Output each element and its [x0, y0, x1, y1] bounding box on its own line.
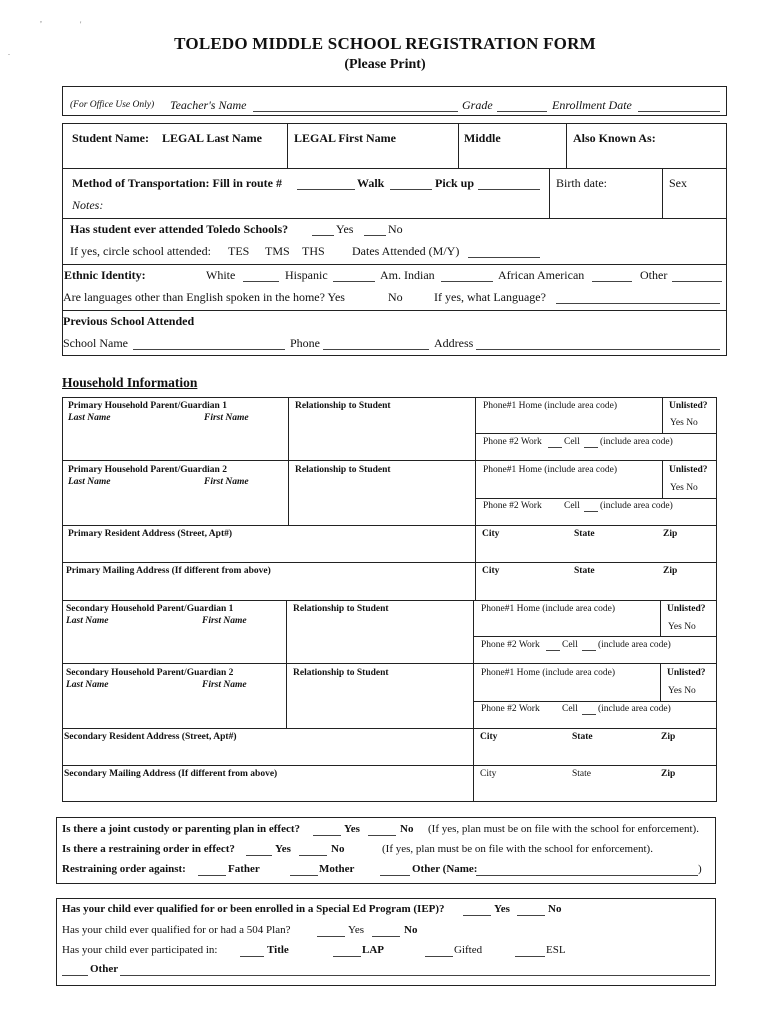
sg1-phone2-label: Phone #2 Work — [481, 640, 540, 650]
ethnic-hispanic-label: Hispanic — [285, 268, 328, 282]
pr-zip-label: Zip — [663, 529, 678, 539]
enrollment-date-input[interactable] — [640, 97, 718, 111]
iep-question: Has your child ever qualified for or been enrolled in a Special Ed Program (IEP)? — [62, 903, 445, 915]
ethnic-identity-label: Ethnic Identity: — [64, 268, 146, 282]
pr-state-label: State — [574, 529, 595, 539]
joint-note: (If yes, plan must be on file with the school for enforcement). — [428, 823, 699, 835]
form-subtitle: (Please Print) — [344, 57, 426, 72]
sg1-relationship-label: Relationship to Student — [293, 604, 389, 614]
sg2-unlisted-yes-no[interactable]: Yes No — [668, 686, 696, 696]
sg1-phone1-input[interactable] — [481, 619, 653, 633]
pg1-phone1-input[interactable] — [483, 416, 655, 430]
pg1-name-input[interactable] — [68, 438, 282, 452]
sg2-name-input[interactable] — [66, 706, 280, 720]
sm-state-input[interactable] — [572, 784, 654, 798]
pg2-phone1-label: Phone#1 Home (include area code) — [483, 465, 618, 475]
route-number-input[interactable] — [299, 175, 353, 189]
pr-city-input[interactable] — [482, 545, 568, 559]
against-father-label: Father — [228, 863, 260, 875]
toledo-schools-question: Has student ever attended Toledo Schools? — [70, 222, 289, 236]
pr-zip-input[interactable] — [663, 545, 713, 559]
sg2-cell-label: Cell — [562, 704, 578, 714]
close-paren: ) — [698, 863, 702, 875]
office-use-label: (For Office Use Only) — [70, 100, 155, 110]
restraining-yes-input[interactable] — [247, 841, 271, 855]
sr-state-input[interactable] — [572, 748, 654, 762]
ethnic-african-american-input[interactable] — [594, 267, 630, 281]
pg1-relationship-label: Relationship to Student — [295, 401, 391, 411]
iep-yes-input[interactable] — [464, 901, 490, 915]
school-tes[interactable]: TES — [228, 244, 250, 258]
esl-label: ESL — [546, 944, 566, 956]
transportation-label: Method of Transportation: Fill in route # — [72, 176, 282, 190]
sg2-unlisted-label: Unlisted? — [667, 668, 706, 678]
sm-city-input[interactable] — [480, 784, 566, 798]
pg1-first-name-label: First Name — [204, 413, 249, 423]
grade-input[interactable] — [499, 97, 545, 111]
plan504-yes-input[interactable] — [318, 922, 344, 936]
pm-zip-label: Zip — [663, 566, 678, 576]
pg2-name-input[interactable] — [68, 503, 282, 517]
title-input[interactable] — [241, 942, 263, 956]
school-name-label: School Name — [63, 336, 128, 350]
title-label: Title — [267, 944, 289, 956]
school-address-input[interactable] — [478, 335, 718, 349]
birth-date-label: Birth date: — [556, 176, 607, 190]
secondary-mailing-address-input[interactable] — [64, 784, 466, 798]
sm-zip-input[interactable] — [661, 784, 713, 798]
against-other-input[interactable] — [381, 861, 409, 875]
pg2-cell-label: Cell — [564, 501, 580, 511]
school-address-label: Address — [434, 336, 474, 350]
notes-input[interactable] — [110, 198, 540, 212]
joint-no-input[interactable] — [369, 821, 395, 835]
pm-city-label: City — [482, 566, 500, 576]
ethnic-hispanic-input[interactable] — [335, 267, 373, 281]
secondary-guardian-2-label: Secondary Household Parent/Guardian 2 — [66, 668, 234, 678]
sg2-relationship-label: Relationship to Student — [293, 668, 389, 678]
plan504-yes-label: Yes — [348, 924, 365, 936]
sg1-last-name-label: Last Name — [66, 616, 109, 626]
what-language-label: If yes, what Language? — [434, 290, 546, 304]
languages-no-label: No — [388, 290, 403, 304]
sg2-phone2-label: Phone #2 Work — [481, 704, 540, 714]
sg1-first-name-label: First Name — [202, 616, 247, 626]
sg2-first-name-label: First Name — [202, 680, 247, 690]
pr-city-label: City — [482, 529, 500, 539]
also-known-as-label: Also Known As: — [573, 131, 656, 145]
sm-city-label: City — [480, 769, 497, 779]
languages-question: Are languages other than English spoken in the home? Yes — [63, 290, 345, 304]
sg1-name-input[interactable] — [66, 641, 280, 655]
school-tms[interactable]: TMS — [265, 244, 290, 258]
pg1-unlisted-yes-no[interactable]: Yes No — [670, 418, 698, 428]
pg2-phone2-label: Phone #2 Work — [483, 501, 542, 511]
pg1-cell-label: Cell — [564, 437, 580, 447]
legal-first-name-label: LEGAL First Name — [294, 131, 396, 145]
sm-state-label: State — [572, 769, 591, 779]
pickup-input[interactable] — [480, 175, 538, 189]
secondary-resident-address-label: Secondary Resident Address (Street, Apt#) — [64, 732, 237, 742]
teacher-name-input[interactable] — [256, 97, 456, 111]
plan504-no-label: No — [404, 924, 418, 936]
secondary-resident-address-input[interactable] — [64, 748, 466, 762]
pickup-label: Pick up — [435, 176, 475, 190]
ethnic-white-input[interactable] — [245, 267, 277, 281]
ethnic-am-indian-input[interactable] — [443, 267, 491, 281]
previous-school-label: Previous School Attended — [63, 314, 195, 328]
middle-name-label: Middle — [464, 131, 501, 145]
pg1-include-area-label: (include area code) — [600, 437, 673, 447]
lap-label: LAP — [362, 944, 384, 956]
restraining-note: (If yes, plan must be on file with the school for enforcement). — [382, 843, 653, 855]
secondary-mailing-address-label: Secondary Mailing Address (If different from above) — [64, 769, 278, 779]
sm-zip-label: Zip — [661, 769, 676, 779]
ethnic-african-american-label: African American — [498, 268, 585, 282]
toledo-yes-input[interactable] — [313, 221, 333, 235]
teacher-name-label: Teacher's Name — [170, 98, 247, 112]
pg2-phone1-input[interactable] — [483, 480, 655, 494]
pm-state-label: State — [574, 566, 595, 576]
primary-mailing-address-input[interactable] — [66, 582, 468, 596]
household-heading: Household Information — [62, 375, 198, 390]
pg2-first-name-label: First Name — [204, 477, 249, 487]
other-program-label: Other — [90, 963, 119, 975]
ethnic-white-label: White — [206, 268, 236, 282]
pg2-relationship-label: Relationship to Student — [295, 465, 391, 475]
grade-label: Grade — [462, 98, 493, 112]
restraining-against-label: Restraining order against: — [62, 863, 186, 875]
sg1-unlisted-yes-no[interactable]: Yes No — [668, 622, 696, 632]
plan504-question: Has your child ever qualified for or had a 504 Plan? — [62, 924, 291, 936]
scan-mark: . — [8, 48, 10, 57]
pg2-relationship-input[interactable] — [295, 503, 469, 517]
esl-input[interactable] — [516, 942, 544, 956]
iep-yes-label: Yes — [494, 903, 510, 915]
joint-yes-input[interactable] — [314, 821, 340, 835]
restraining-yes-label: Yes — [275, 843, 291, 855]
against-other-name-label: Other (Name: — [412, 863, 478, 875]
sg1-phone1-label: Phone#1 Home (include area code) — [481, 604, 616, 614]
what-language-input[interactable] — [558, 289, 718, 303]
pm-city-input[interactable] — [482, 582, 568, 596]
pm-zip-input[interactable] — [663, 582, 713, 596]
student-name-label: Student Name: — [72, 131, 149, 145]
school-phone-input[interactable] — [325, 335, 427, 349]
participated-question: Has your child ever participated in: — [62, 944, 218, 956]
sg2-last-name-label: Last Name — [66, 680, 109, 690]
sg2-relationship-input[interactable] — [293, 706, 467, 720]
toledo-no-label: No — [388, 222, 403, 236]
gifted-label: Gifted — [454, 944, 483, 956]
lap-input[interactable] — [334, 942, 360, 956]
against-mother-label: Mother — [319, 863, 355, 875]
ethnic-am-indian-label: Am. Indian — [380, 268, 435, 282]
joint-yes-label: Yes — [344, 823, 360, 835]
dates-attended-input[interactable] — [470, 243, 538, 257]
against-other-name-input[interactable] — [478, 861, 696, 875]
toledo-yes-label: Yes — [336, 222, 354, 236]
legal-last-name-input[interactable] — [72, 150, 282, 164]
toledo-no-input[interactable] — [365, 221, 385, 235]
sr-city-input[interactable] — [480, 748, 566, 762]
joint-custody-question: Is there a joint custody or parenting plan in effect? — [62, 823, 301, 835]
pg2-unlisted-yes-no[interactable]: Yes No — [670, 483, 698, 493]
sg1-relationship-input[interactable] — [293, 641, 467, 655]
restraining-order-question: Is there a restraining order in effect? — [62, 843, 235, 855]
plan504-no-input[interactable] — [373, 922, 399, 936]
circle-school-label: If yes, circle school attended: — [70, 244, 211, 258]
school-ths[interactable]: THS — [302, 244, 325, 258]
school-phone-label: Phone — [290, 336, 320, 350]
joint-no-label: No — [400, 823, 414, 835]
sex-input[interactable] — [669, 196, 721, 210]
notes-label: Notes: — [72, 198, 104, 212]
legal-first-name-input[interactable] — [294, 150, 452, 164]
birth-date-input[interactable] — [556, 196, 656, 210]
pg1-phone2-label: Phone #2 Work — [483, 437, 542, 447]
primary-resident-address-input[interactable] — [68, 545, 468, 559]
pg2-last-name-label: Last Name — [68, 477, 111, 487]
sr-city-label: City — [480, 732, 498, 742]
dates-attended-label: Dates Attended (M/Y) — [352, 244, 460, 258]
sg1-cell-label: Cell — [562, 640, 578, 650]
pg1-phone1-label: Phone#1 Home (include area code) — [483, 401, 618, 411]
secondary-guardian-1-label: Secondary Household Parent/Guardian 1 — [66, 604, 234, 614]
ethnic-other-label: Other — [640, 268, 668, 282]
other-program-check-input[interactable] — [63, 961, 87, 975]
scan-mark: , — [40, 15, 42, 24]
sr-state-label: State — [572, 732, 593, 742]
sg2-phone1-label: Phone#1 Home (include area code) — [481, 668, 616, 678]
legal-last-name-label: LEGAL Last Name — [162, 131, 263, 145]
sg1-include-area-label: (include area code) — [598, 640, 671, 650]
pr-state-input[interactable] — [574, 545, 656, 559]
iep-no-input[interactable] — [518, 901, 544, 915]
sr-zip-input[interactable] — [661, 748, 713, 762]
enrollment-date-label: Enrollment Date — [552, 98, 632, 112]
sg2-include-area-label: (include area code) — [598, 704, 671, 714]
school-name-input[interactable] — [135, 335, 283, 349]
against-father-input[interactable] — [199, 861, 225, 875]
pg1-relationship-input[interactable] — [295, 438, 469, 452]
primary-guardian-2-label: Primary Household Parent/Guardian 2 — [68, 465, 227, 475]
pg1-unlisted-label: Unlisted? — [669, 401, 708, 411]
form-title: TOLEDO MIDDLE SCHOOL REGISTRATION FORM — [174, 34, 596, 53]
sr-zip-label: Zip — [661, 732, 676, 742]
walk-input[interactable] — [392, 175, 430, 189]
against-mother-input[interactable] — [291, 861, 317, 875]
pg2-include-area-label: (include area code) — [600, 501, 673, 511]
primary-mailing-address-label: Primary Mailing Address (If different from above) — [66, 566, 271, 576]
restraining-no-label: No — [331, 843, 345, 855]
pm-state-input[interactable] — [574, 582, 656, 596]
sex-label: Sex — [669, 176, 687, 190]
also-known-as-input[interactable] — [573, 150, 721, 164]
walk-label: Walk — [357, 176, 385, 190]
gifted-input[interactable] — [426, 942, 452, 956]
sg2-phone1-input[interactable] — [481, 683, 653, 697]
primary-guardian-1-label: Primary Household Parent/Guardian 1 — [68, 401, 227, 411]
ethnic-other-input[interactable] — [674, 267, 720, 281]
primary-resident-address-label: Primary Resident Address (Street, Apt#) — [68, 529, 233, 539]
other-program-input[interactable] — [122, 961, 708, 975]
pg1-last-name-label: Last Name — [68, 413, 111, 423]
middle-name-input[interactable] — [464, 150, 560, 164]
pg2-unlisted-label: Unlisted? — [669, 465, 708, 475]
sg1-unlisted-label: Unlisted? — [667, 604, 706, 614]
scan-mark: ' — [80, 20, 82, 29]
iep-no-label: No — [548, 903, 562, 915]
restraining-no-input[interactable] — [300, 841, 326, 855]
